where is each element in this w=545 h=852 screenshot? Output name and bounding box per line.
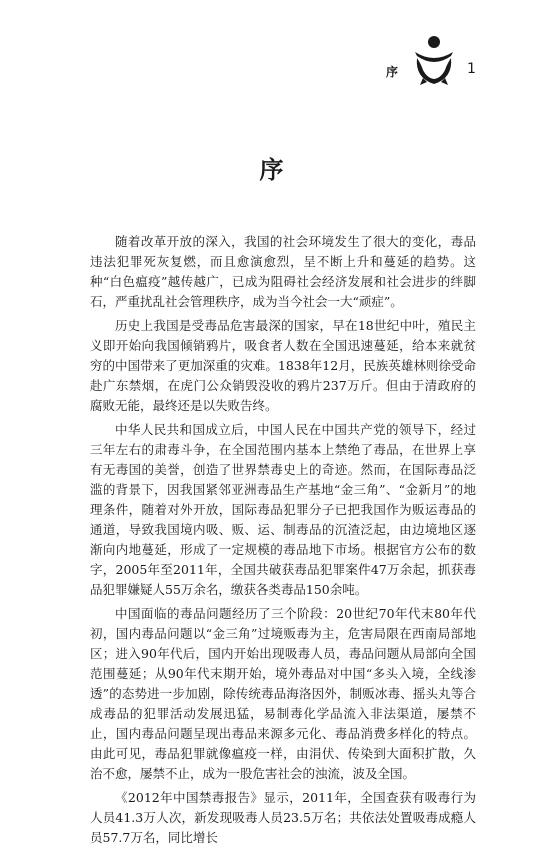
paragraph-1: 随着改革开放的深入，我国的社会环境发生了很大的变化，毒品违法犯罪死灰复燃，而且愈演愈烈，呈不断上升和蔓延的趋势。这种“白色瘟疫”越传越广，已成为阻碍社会经济发展和社会进步的绊脚石，严重扰乱社会管理秩序，成为当今社会一大“顽症”。 (90, 234, 476, 309)
paragraph-4: 中国面临的毒品问题经历了三个阶段：20世纪70年代末80年代初，国内毒品问题以“金三角”过境贩毒为主，危害局限在西南局部地区；进入90年代后，国内开始出现吸毒人员，毒品问题从局部向全国范围蔓延；从90年代末期开始，境外毒品对中国“多头入境，全线渗透”的态势进一步加剧，除传统毒品海洛因外，制贩冰毒、摇头丸等合成毒品的犯罪活动发展迅猛，易制毒化学品流入非法渠道，屡禁不止，国内毒品问题呈现出毒品来源多元化、毒品消费多样化的特点。由此可见，毒品犯罪就像瘟疫一样，由涓伏、传染到大面积扩散，久治不愈，屡禁不止，成为一股危害社会的浊流，波及全国。 (90, 606, 476, 781)
body-text (90, 232, 476, 852)
page-title: 序 (259, 155, 286, 184)
page-number: 1 (467, 61, 476, 77)
running-header (0, 0, 545, 90)
paragraph-5: 《2012年中国禁毒报告》显示，2011年，全国查获有吸毒行为人员41.3万人次，新发现吸毒人员23.5万名；共依法处置吸毒成瘾人员57.7万名，同比增长 (90, 790, 476, 845)
paragraph-2: 历史上我国是受毒品危害最深的国家，早在18世纪中叶，殖民主义即开始向我国倾销鸦片，吸食者人数在全国迅速蔓延，给本来就贫穷的中国带来了更加深重的灾难。1838年12月，民族英雄林则徐受命赴广东禁烟，在虎门公众销毁没收的鸦片237万斤。但由于清政府的腐败无能，最终还是以失败告终。 (90, 318, 476, 413)
running-header-label: 序 (386, 65, 400, 79)
anti-drug-emblem-icon (411, 34, 457, 86)
paragraph-3: 中华人民共和国成立后，中国人民在中国共产党的领导下，经过三年左右的肃毒斗争，在全国范围内基本上禁绝了毒品，在世界上享有无毒国的美誉，创造了世界禁毒史上的奇迹。然而，在国际毒品泛滥的背景下，因我国紧邻亚洲毒品生产基地“金三角”、“金新月”的地理条件，随着对外开放，国际毒品犯罪分子已把我国作为贩运毒品的通道，导致我国境内吸、贩、运、制毒品的沉渣泛起，由边境地区逐渐向内地蔓延，形成了一定规模的毒品地下市场。根据官方公布的数字，2005年至2011年，全国共破获毒品犯罪案件47万余起，抓获毒品犯罪嫌疑人55万余名，缴获各类毒品150余吨。 (90, 422, 476, 597)
